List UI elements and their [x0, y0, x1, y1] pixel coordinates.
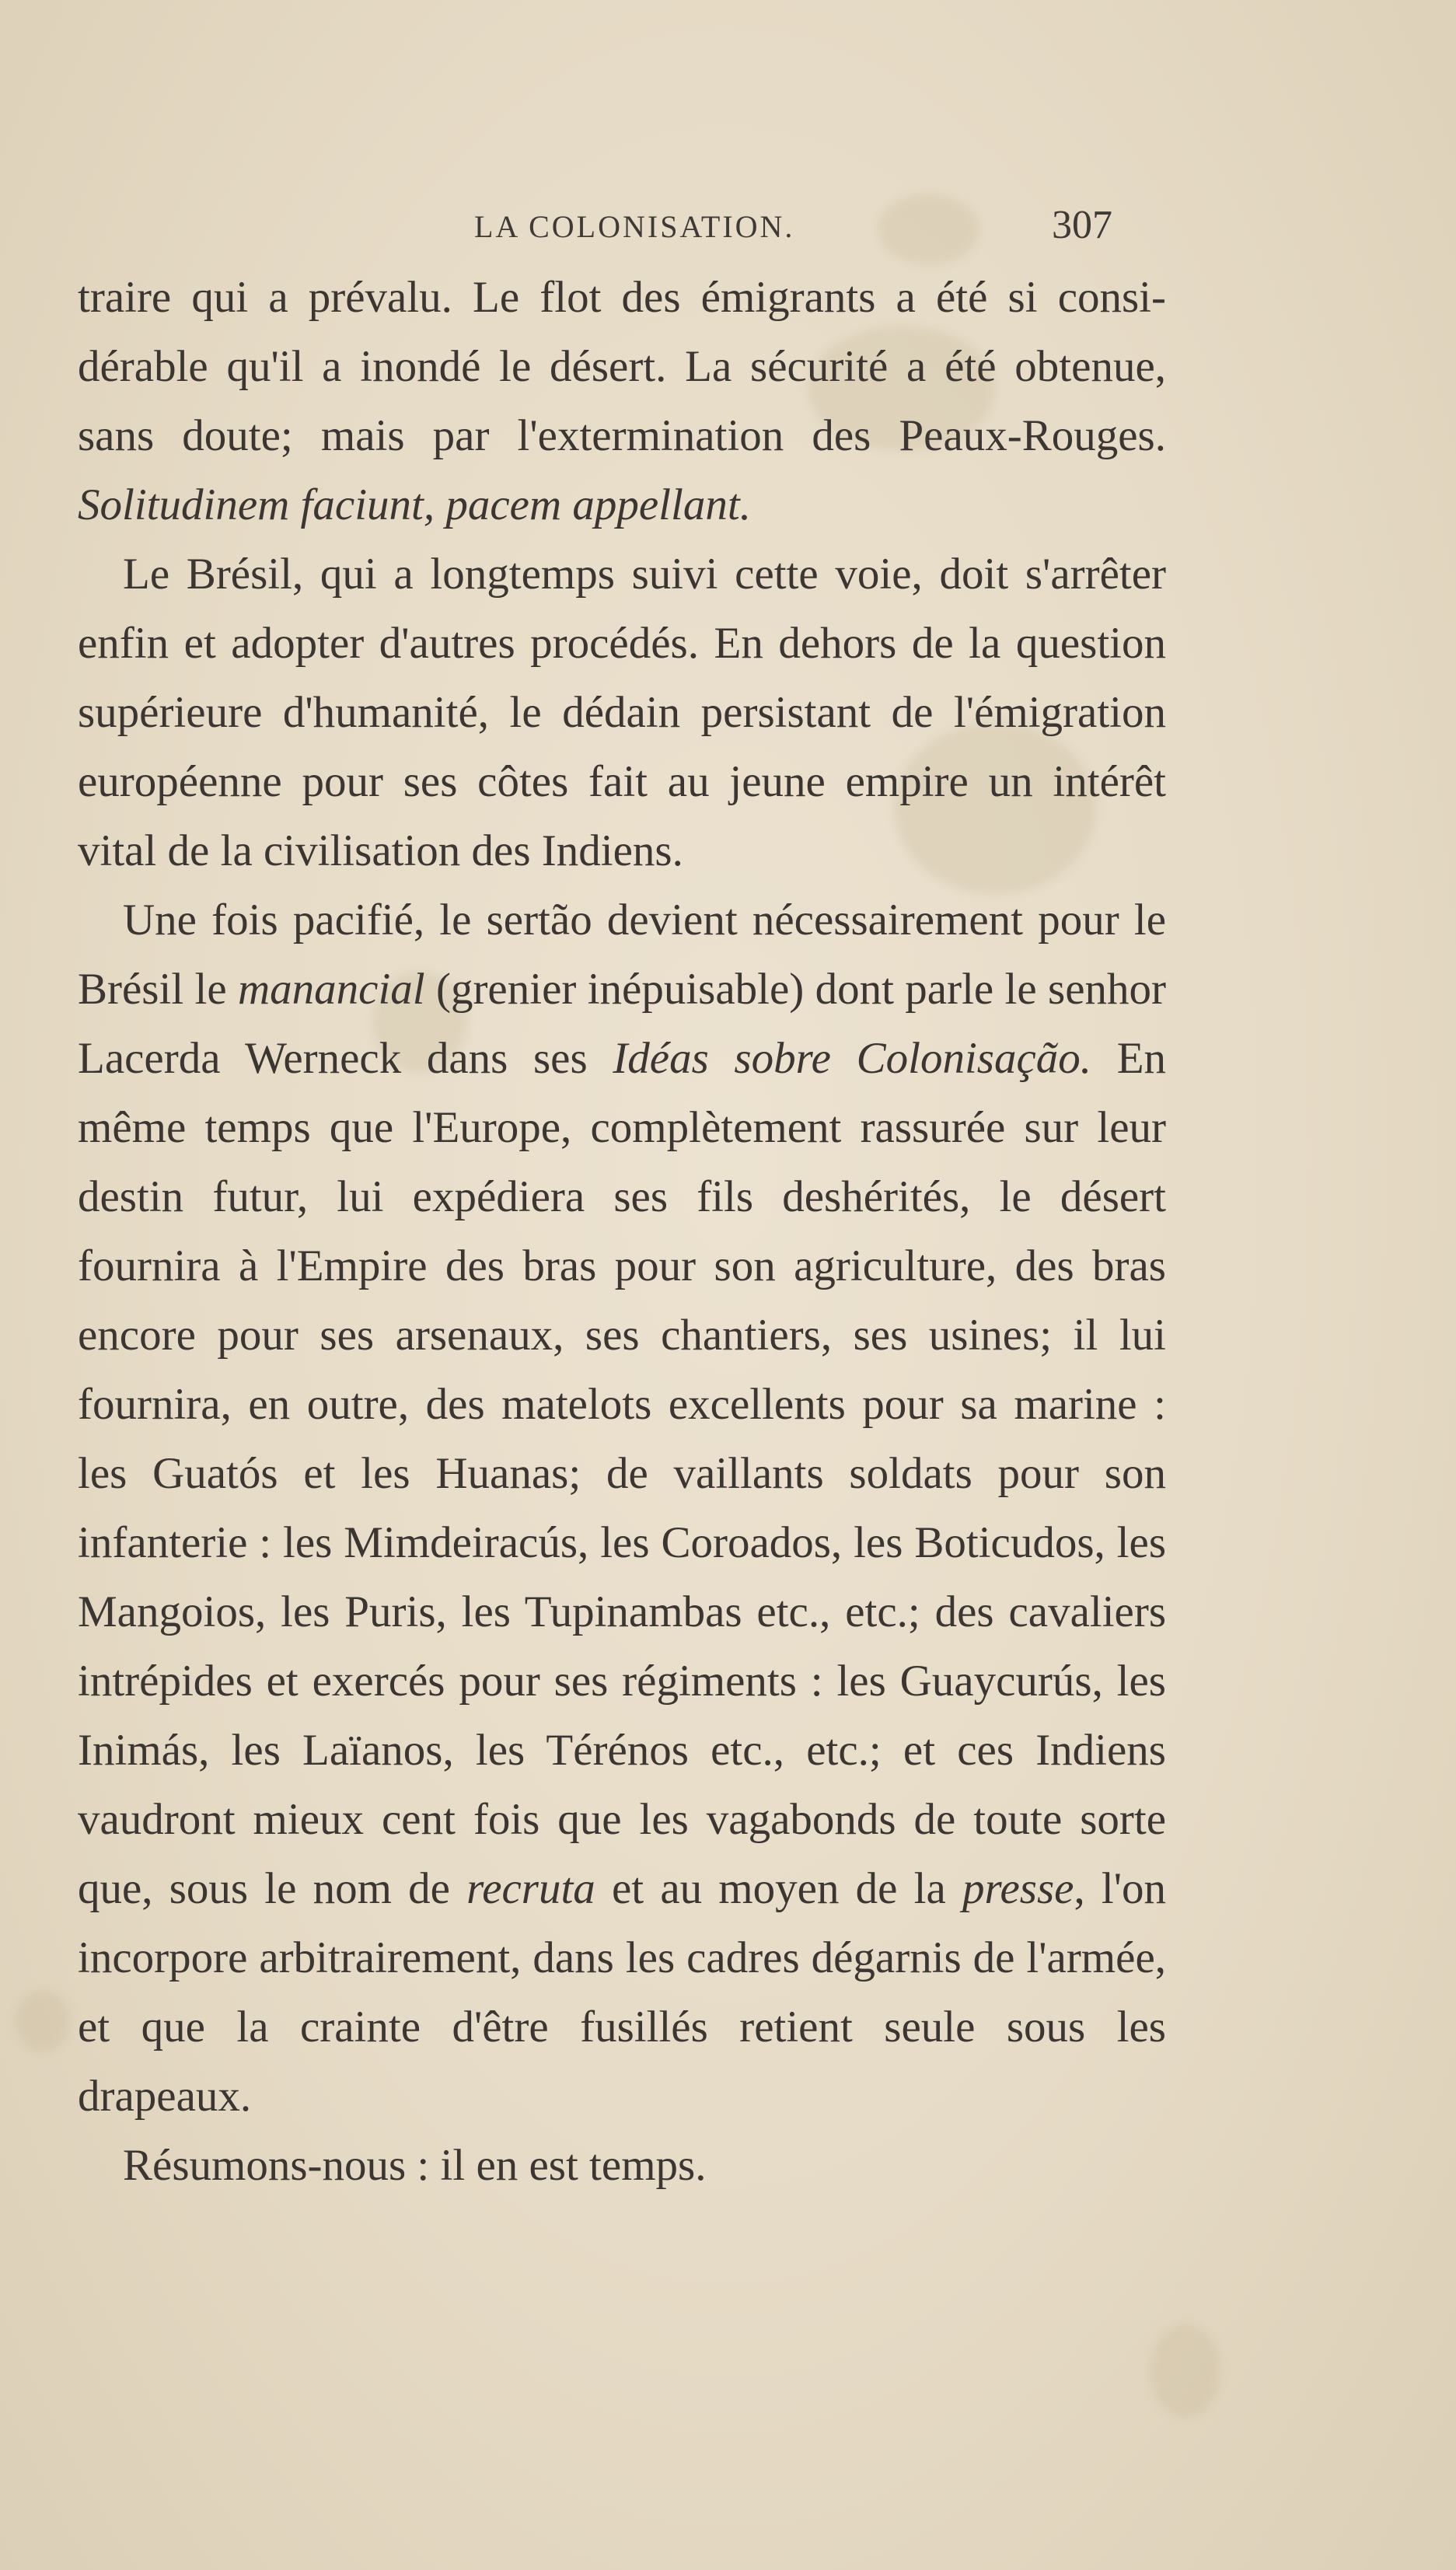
latin-quote: Solitudinem faciunt, pacem appellant. [78, 480, 751, 529]
text-segment: En même temps que l'Europe, complètement rassurée sur leur destin futur, lui expédiera ses fils deshérités, le désert fournira à l'Empire des bras pour son agriculture, des bras encore pour ses arsenaux, ses chantiers, ses usines; il lui fournira, en outre, des matelots excellents pour sa marine : les Guatós et les Huanas; de vaillants soldats pour son infanterie : les Mimdeiracús, les Coroados, les Boticudos, les Mangoios, les Puris, les Tupinambas etc., etc.; des cavaliers intrépides et exercés pour ses régiments : les Guaycurús, les Inimás, les Laïanos, les Térénos etc., etc.; et ces Indiens vaudront mieux cent fois que les vagabonds de toute sorte que, sous le nom de [78, 1034, 1167, 1913]
page-number: 307 [1052, 203, 1112, 247]
italic-term: recruta [466, 1864, 595, 1913]
paper-stain [16, 1990, 70, 2052]
italic-term: presse [962, 1864, 1074, 1913]
text-segment: , l'on incorpore arbitrairement, dans les cadres dégarnis de l'armée, et que la crainte d'être fusillés retient seule sous les drapeaux. [78, 1864, 1167, 2121]
paragraph [78, 885, 1166, 2131]
page-header [78, 203, 1166, 255]
text-segment: et au moyen de la [595, 1864, 962, 1913]
text-segment: (grenier inépuisable) dont parle le senhor Lacerda Werneck dans ses [78, 965, 1166, 1083]
paragraph [78, 263, 1166, 539]
italic-term: manancial [237, 965, 425, 1014]
body-text [78, 263, 1166, 2200]
paper-stain [1150, 2324, 1220, 2418]
text-segment: Une fois pacifié, le sertão devient nécessairement pour le Brésil le [78, 896, 1166, 1014]
paragraph [78, 539, 1166, 885]
text-segment: traire qui a prévalu. Le flot des émigrants a été si considérable qu'il a inondé le désert. La sécurité a été obtenue, sans doute; mais par l'extermination des Peaux-Rouges. [78, 273, 1166, 460]
book-title: Idéas sobre Colonisação. [613, 1034, 1092, 1083]
paragraph [78, 2131, 1166, 2200]
text-segment: Résumons-nous : il en est temps. [123, 2141, 707, 2190]
running-title: LA COLONISATION. [474, 209, 795, 244]
text-segment: Le Brésil, qui a longtemps suivi cette voie, doit s'arrêter enfin et adopter d'autres procédés. En dehors de la question supérieure d'humanité, le dédain persistant de l'émigration européenne pour ses côtes fait au jeune empire un intérêt vital de la civilisation des Indiens. [78, 550, 1166, 875]
